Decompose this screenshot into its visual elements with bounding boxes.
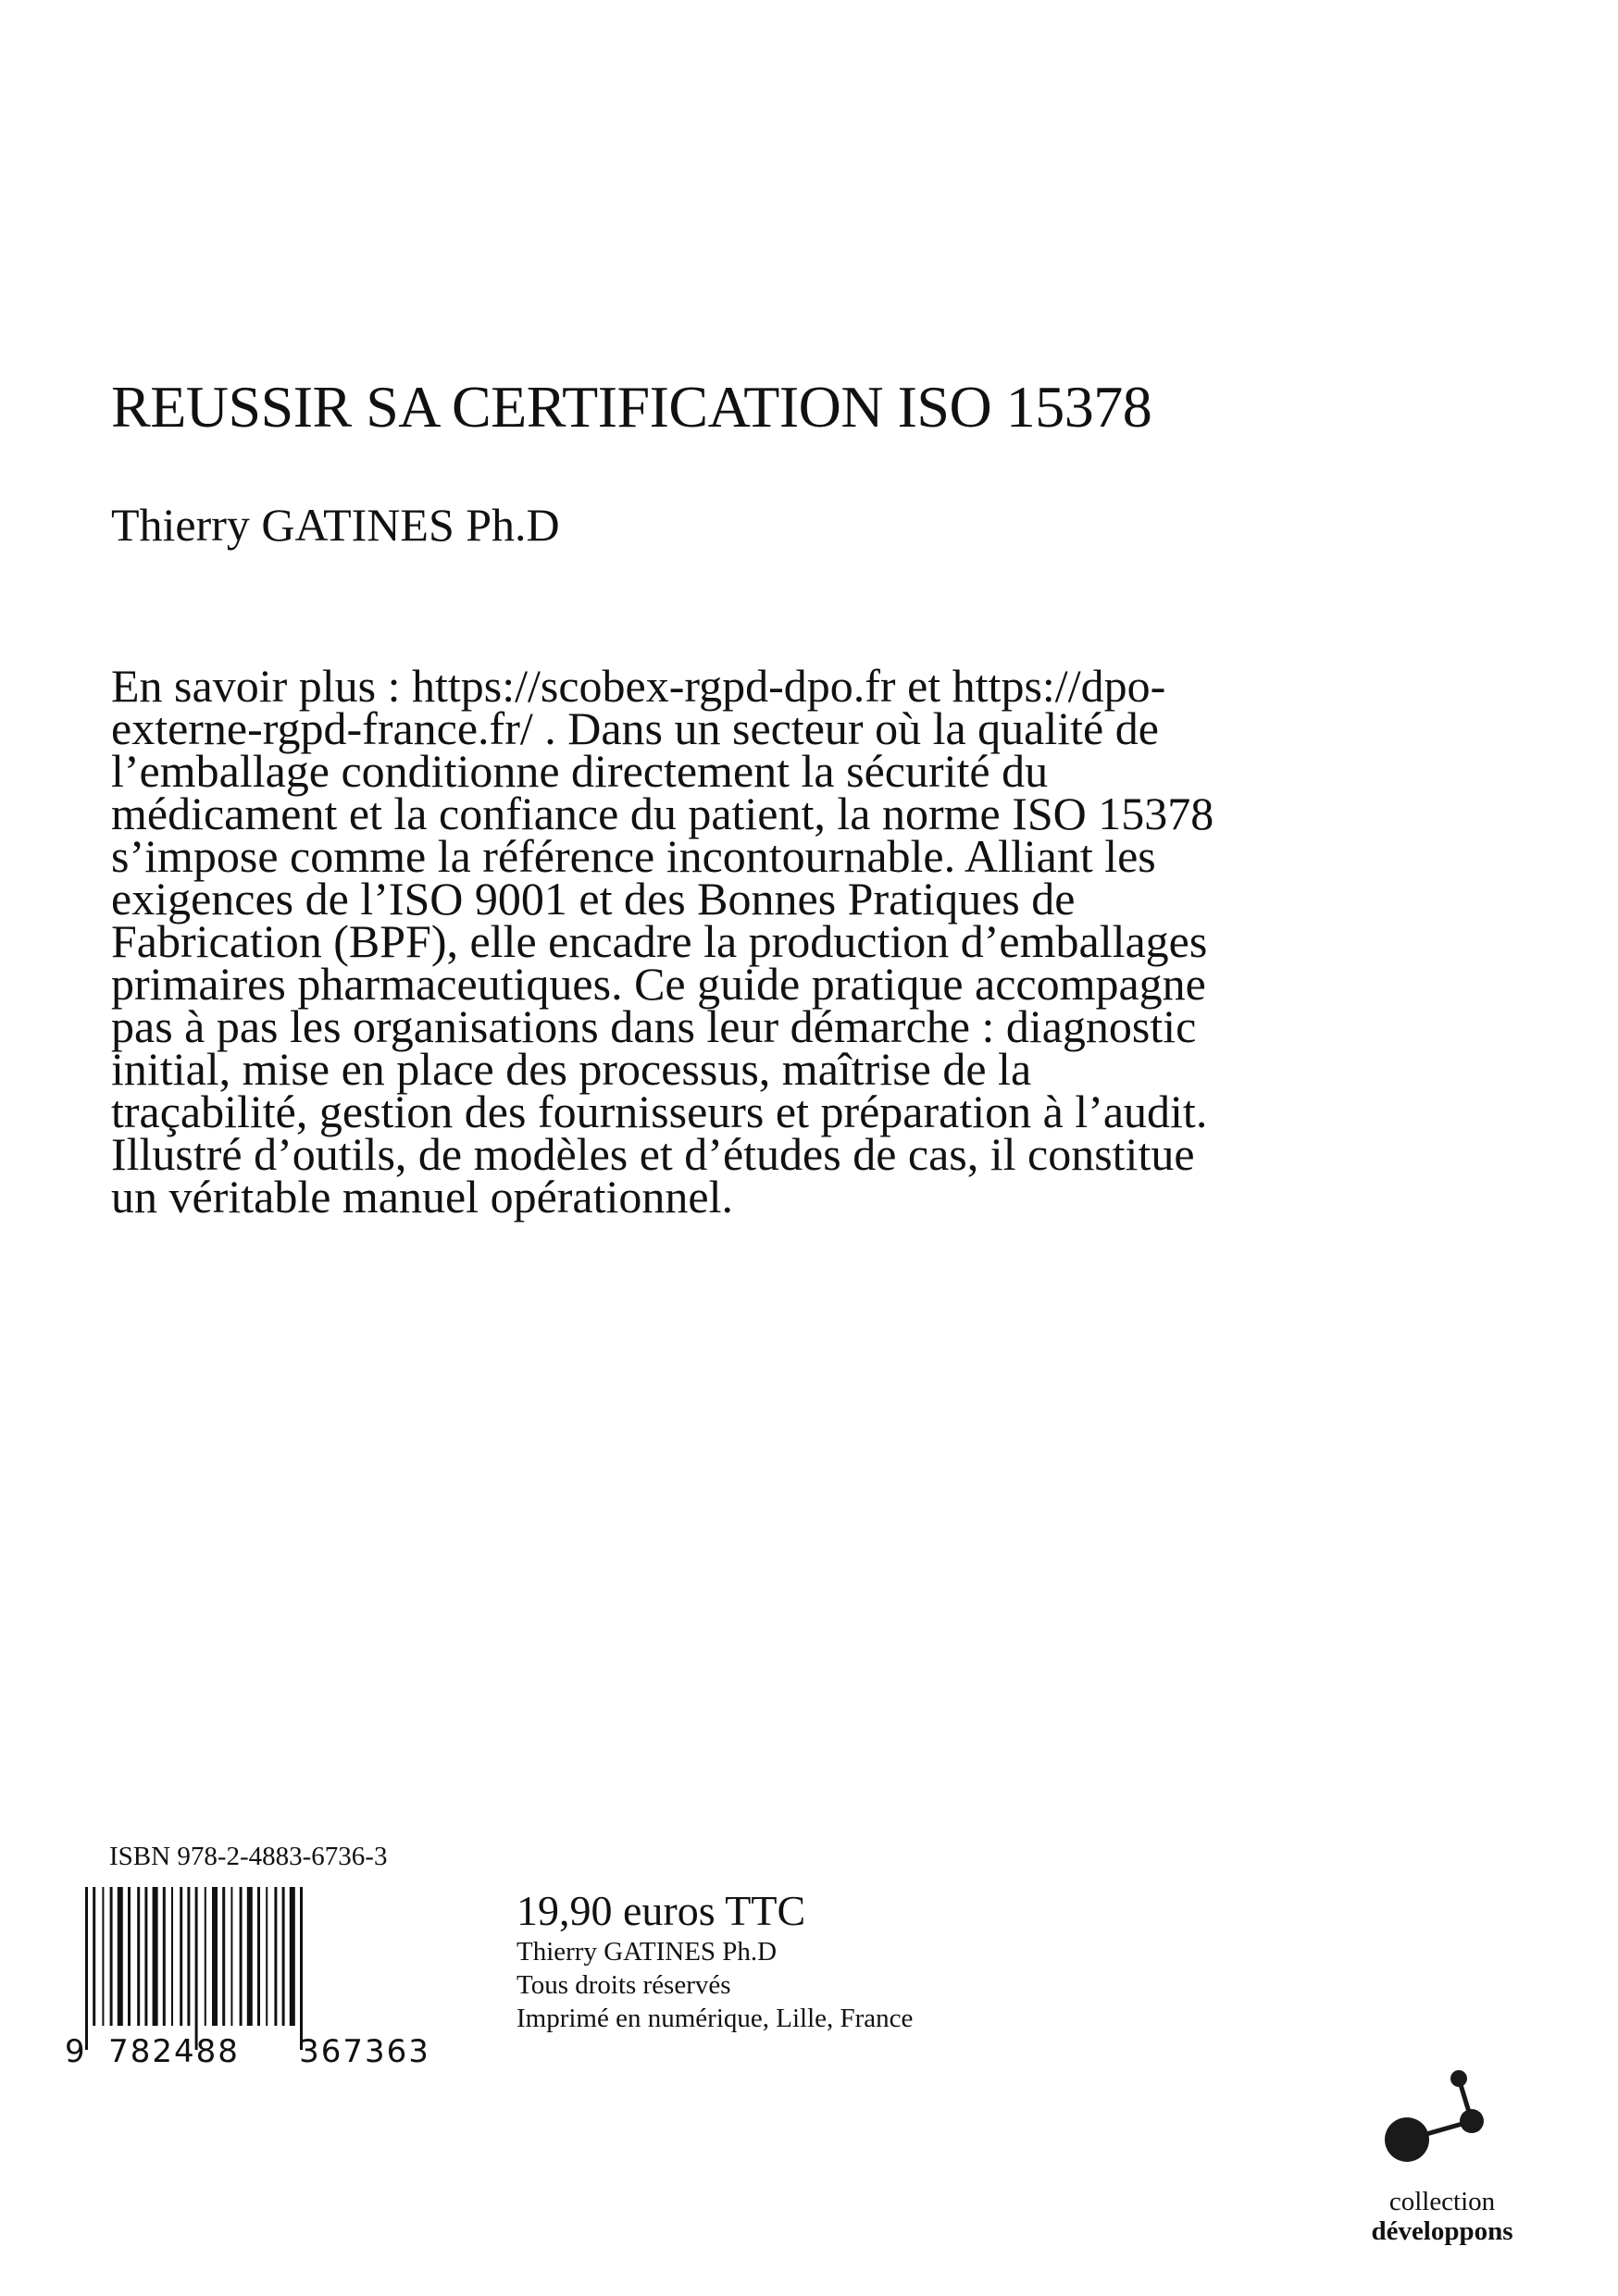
barcode-bar bbox=[274, 1887, 277, 2026]
price-author: Thierry GATINES Ph.D bbox=[517, 1936, 778, 1967]
blurb-text: En savoir plus : https://scobex-rgpd-dpo.fr et https://dpo-externe-rgpd-france.fr/ . Dans un secteur où la qualité de l’emballage conditionne directement la sécurité du médicament et la confiance du patient, la norme ISO 15378 s’impose comme la référence incontournable. Alliant les exigences de l’ISO 9001 et des Bonnes Pratiques de Fabrication (BPF), elle encadre la production d’emballages primaires pharmaceutiques. Ce guide pratique accompagne pas à pas les organisations dans leur démarche : diagnostic initial, mise en place des processus, maîtrise de la traçabilité, gestion des fournisseurs et préparation à l’audit. Illustré d’outils, de modèles et d’études de cas, il constitue un véritable manuel opérationnel. bbox=[111, 660, 1214, 1222]
barcode-bar bbox=[118, 1887, 123, 2026]
barcode-bar bbox=[102, 1887, 104, 2026]
collection-prefix: collection bbox=[1388, 2187, 1496, 2216]
barcode-bar bbox=[128, 1887, 131, 2026]
barcode-bar bbox=[180, 1887, 182, 2026]
barcode-bar bbox=[282, 1887, 285, 2026]
barcode-left-digits: 782488 bbox=[108, 2033, 240, 2068]
barcode-bar bbox=[300, 1887, 303, 2050]
barcode-bar bbox=[85, 1887, 88, 2050]
barcode-bar bbox=[205, 1887, 206, 2026]
barcode-bar bbox=[153, 1887, 158, 2026]
barcode-bars bbox=[85, 1887, 303, 2050]
barcode-bar bbox=[266, 1887, 268, 2026]
isbn-label: ISBN 978-2-4883-6736-3 bbox=[109, 1842, 388, 1871]
barcode-bar bbox=[247, 1887, 253, 2026]
isbn-barcode bbox=[63, 1883, 461, 2068]
collection-logo-icon bbox=[1379, 2064, 1509, 2166]
barcode-bar bbox=[93, 1887, 95, 2026]
printed-location: Imprimé en numérique, Lille, France bbox=[517, 2004, 914, 2034]
barcode-bar bbox=[163, 1887, 166, 2026]
barcode-bar bbox=[144, 1887, 147, 2026]
barcode-bar bbox=[212, 1887, 218, 2026]
book-blurb bbox=[111, 660, 1222, 1222]
barcode-bar bbox=[240, 1887, 243, 2026]
barcode-bar bbox=[222, 1887, 225, 2026]
barcode-bar bbox=[110, 1887, 113, 2026]
barcode-bar bbox=[171, 1887, 173, 2026]
price-block bbox=[517, 1888, 913, 2035]
barcode-bar bbox=[230, 1887, 232, 2026]
barcode-bar bbox=[290, 1887, 295, 2026]
barcode-bar bbox=[187, 1887, 190, 2026]
barcode-first-digit: 9 bbox=[65, 2033, 85, 2068]
barcode-bar bbox=[195, 1887, 198, 2050]
barcode-bar bbox=[137, 1887, 140, 2026]
collection-name: développons bbox=[1371, 2215, 1513, 2246]
book-author: Thierry GATINES Ph.D bbox=[111, 499, 560, 551]
book-title: REUSSIR SA CERTIFICATION ISO 15378 bbox=[111, 374, 1152, 440]
rights-reserved: Tous droits réservés bbox=[517, 1969, 731, 2000]
barcode-right-digits: 367363 bbox=[299, 2033, 430, 2068]
price: 19,90 euros TTC bbox=[517, 1887, 806, 1934]
collection-label bbox=[1340, 2188, 1544, 2247]
barcode-bar bbox=[257, 1887, 260, 2026]
